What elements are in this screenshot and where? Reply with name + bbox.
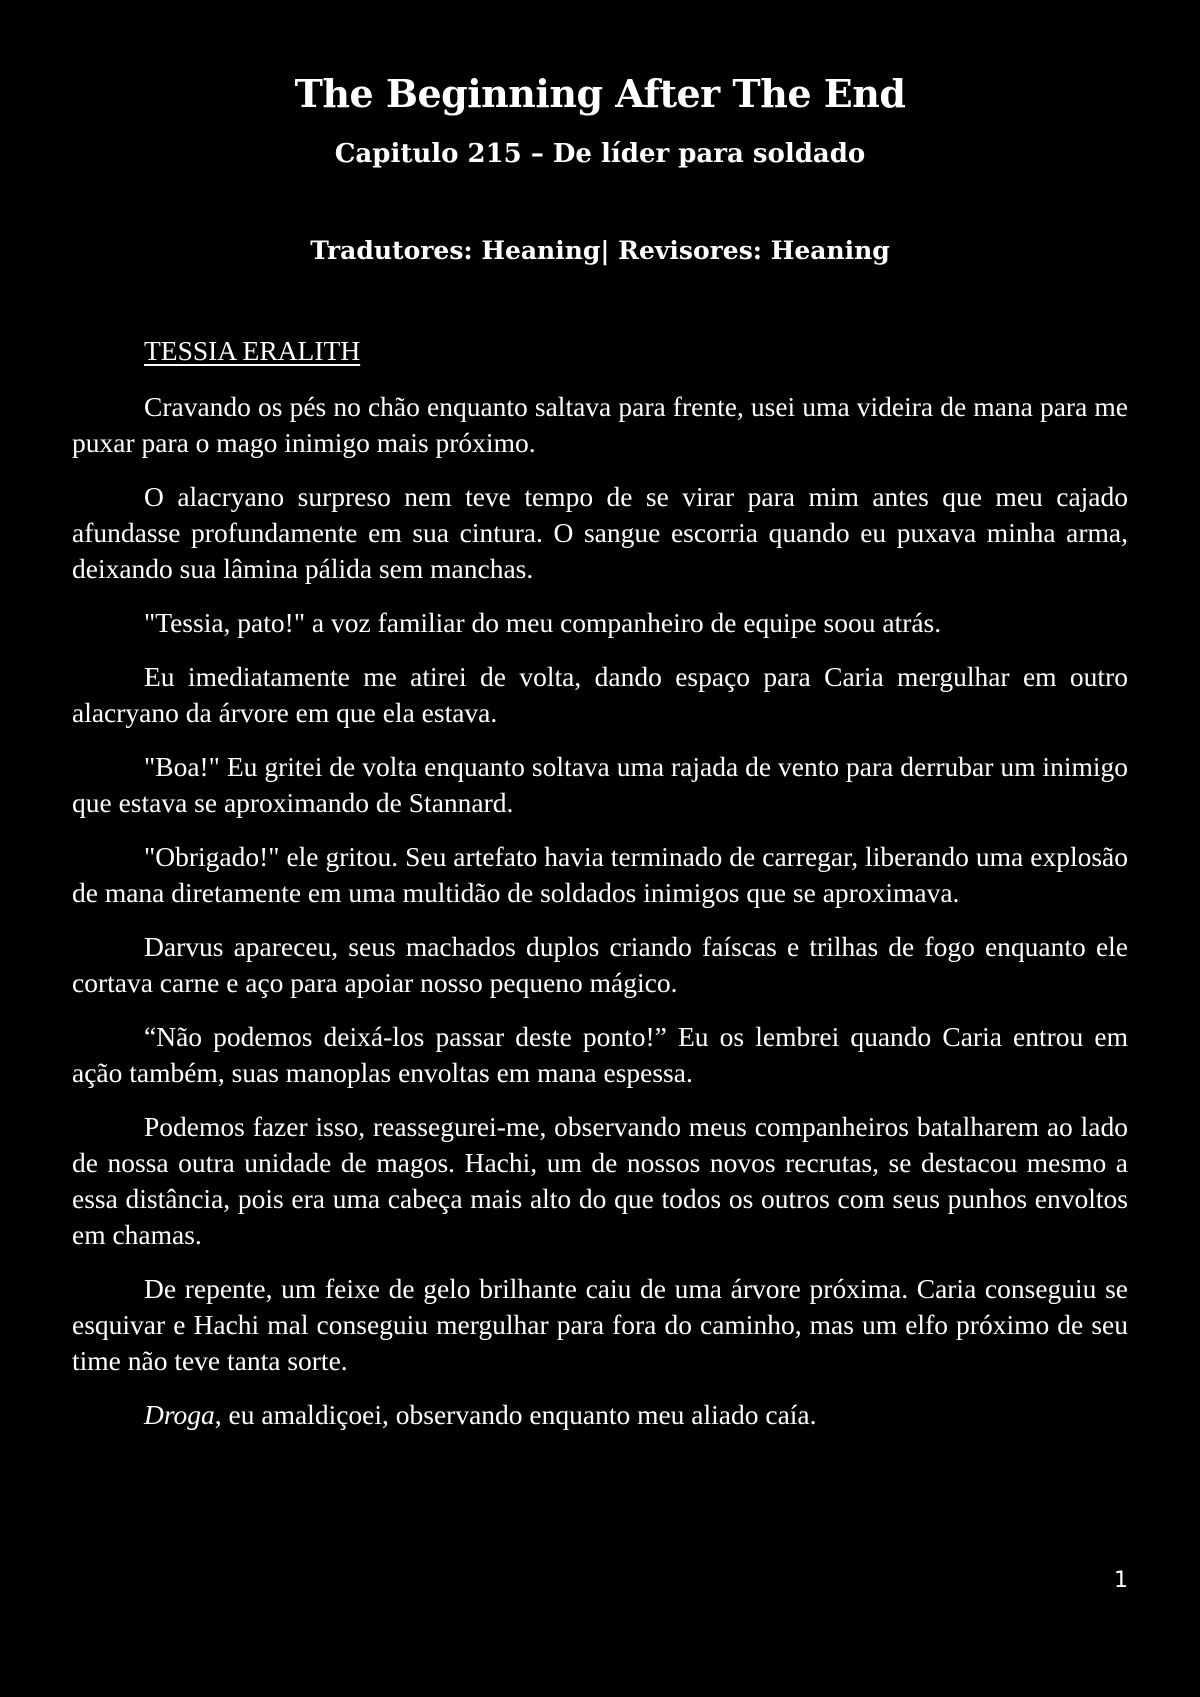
paragraph-last-rest: , eu amaldiçoei, observando enquanto meu aliado caía.: [214, 1399, 817, 1430]
page-number: 1: [1114, 1568, 1128, 1593]
paragraph: “Não podemos deixá-los passar deste ponto!” Eu os lembrei quando Caria entrou em ação também, suas manoplas envoltas em mana espessa.: [72, 1021, 1128, 1088]
document-page: [72, 0, 1128, 1697]
document-title: The Beginning After The End: [294, 71, 906, 116]
paragraph: "Obrigado!" ele gritou. Seu artefato havia terminado de carregar, liberando uma explosão de mana diretamente em uma multidão de soldados inimigos que se aproximava.: [72, 841, 1128, 908]
chapter-body: [72, 333, 1128, 1451]
paragraph-last: [72, 1397, 1128, 1433]
paragraph: Cravando os pés no chão enquanto saltava para frente, usei uma videira de mana para me puxar para o mago inimigo mais próximo.: [72, 391, 1128, 458]
italic-word: Droga: [144, 1399, 215, 1430]
section-heading: TESSIA ERALITH: [144, 335, 361, 366]
paragraph: Eu imediatamente me atirei de volta, dando espaço para Caria mergulhar em outro alacryano da árvore em que ela estava.: [72, 661, 1128, 728]
paragraph: Podemos fazer isso, reassegurei-me, observando meus companheiros batalharem ao lado de nossa outra unidade de magos. Hachi, um de nossos novos recrutas, se destacou mesmo a essa distância, pois era uma cabeça mais alto do que todos os outros com seus punhos envoltos em chamas.: [72, 1111, 1128, 1250]
paragraph: O alacryano surpreso nem teve tempo de se virar para mim antes que meu cajado afundasse profundamente em sua cintura. O sangue escorria quando eu puxava minha arma, deixando sua lâmina pálida sem manchas.: [72, 481, 1128, 584]
paragraph: De repente, um feixe de gelo brilhante caiu de uma árvore próxima. Caria conseguiu se esquivar e Hachi mal conseguiu mergulhar para fora do caminho, mas um elfo próximo de seu time não teve tanta sorte.: [72, 1273, 1128, 1376]
paragraph: "Boa!" Eu gritei de volta enquanto soltava uma rajada de vento para derrubar um inimigo que estava se aproximando de Stannard.: [72, 751, 1128, 818]
paragraph: "Tessia, pato!" a voz familiar do meu companheiro de equipe soou atrás.: [144, 607, 942, 638]
chapter-title: Capitulo 215 – De líder para soldado: [334, 139, 866, 169]
credits-line: Tradutores: Heaning| Revisores: Heaning: [310, 236, 890, 265]
paragraph: Darvus apareceu, seus machados duplos criando faíscas e trilhas de fogo enquanto ele cortava carne e aço para apoiar nosso pequeno mágico.: [72, 931, 1128, 998]
